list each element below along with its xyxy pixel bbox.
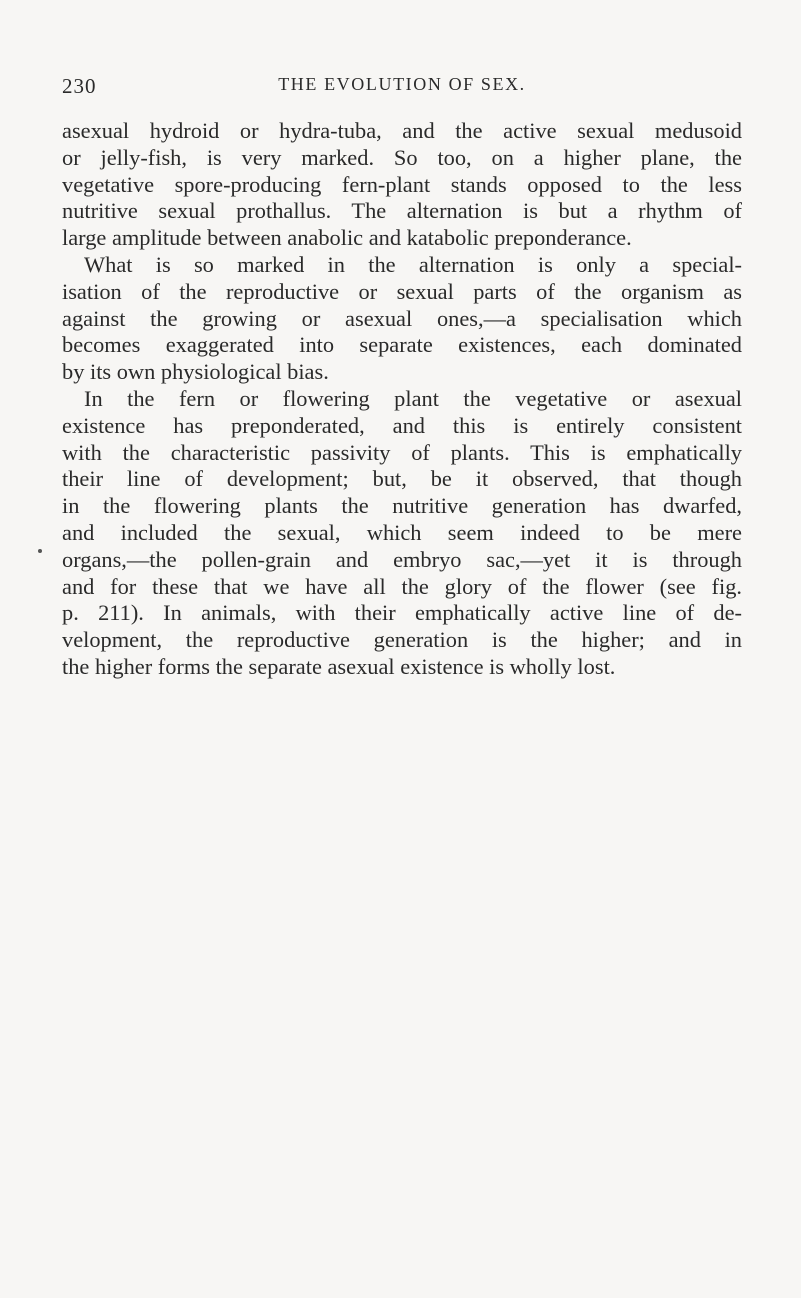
running-head — [62, 74, 742, 104]
body-text — [62, 118, 742, 681]
text-line: becomes exaggerated into separate existences, each dominated — [62, 332, 742, 358]
text-line: organs,—the pollen-grain and embryo sac,—yet it is through — [62, 546, 742, 572]
text-line: vegetative spore-producing fern-plant stands opposed to the less — [62, 171, 742, 197]
text-line: the higher forms the separate asexual existence is wholly lost. — [62, 653, 616, 679]
text-line: by its own physiological bias. — [62, 359, 329, 385]
text-line: and for these that we have all the glory of the flower (see fig. — [62, 573, 742, 599]
paragraph-start-line: What is so marked in the alternation is only a special- — [84, 251, 742, 277]
text-line: existence has preponderated, and this is entirely consistent — [62, 412, 742, 438]
text-line: against the growing or asexual ones,—a specialisation which — [62, 305, 742, 331]
text-line: and included the sexual, which seem indeed to be mere — [62, 519, 742, 545]
text-line: or jelly-fish, is very marked. So too, on a higher plane, the — [62, 144, 742, 170]
text-line: large amplitude between anabolic and katabolic preponderance. — [62, 225, 632, 251]
text-line: in the flowering plants the nutritive generation has dwarfed, — [62, 493, 742, 519]
text-line: with the characteristic passivity of plants. This is emphatically — [62, 439, 742, 465]
print-speck — [38, 549, 42, 553]
text-line: asexual hydroid or hydra-tuba, and the active sexual medusoid — [62, 118, 742, 143]
text-line: velopment, the reproductive generation is the higher; and in — [62, 627, 742, 653]
text-line: nutritive sexual prothallus. The alternation is but a rhythm of — [62, 198, 742, 224]
text-line: isation of the reproductive or sexual parts of the organism as — [62, 278, 742, 304]
running-title: THE EVOLUTION OF SEX. — [278, 74, 526, 94]
paragraph-start-line: In the fern or flowering plant the vegetative or asexual — [84, 385, 742, 411]
text-line: p. 211). In animals, with their emphatically active line of de- — [62, 600, 742, 626]
page-number: 230 — [62, 74, 97, 98]
text-line: their line of development; but, be it observed, that though — [62, 466, 742, 492]
